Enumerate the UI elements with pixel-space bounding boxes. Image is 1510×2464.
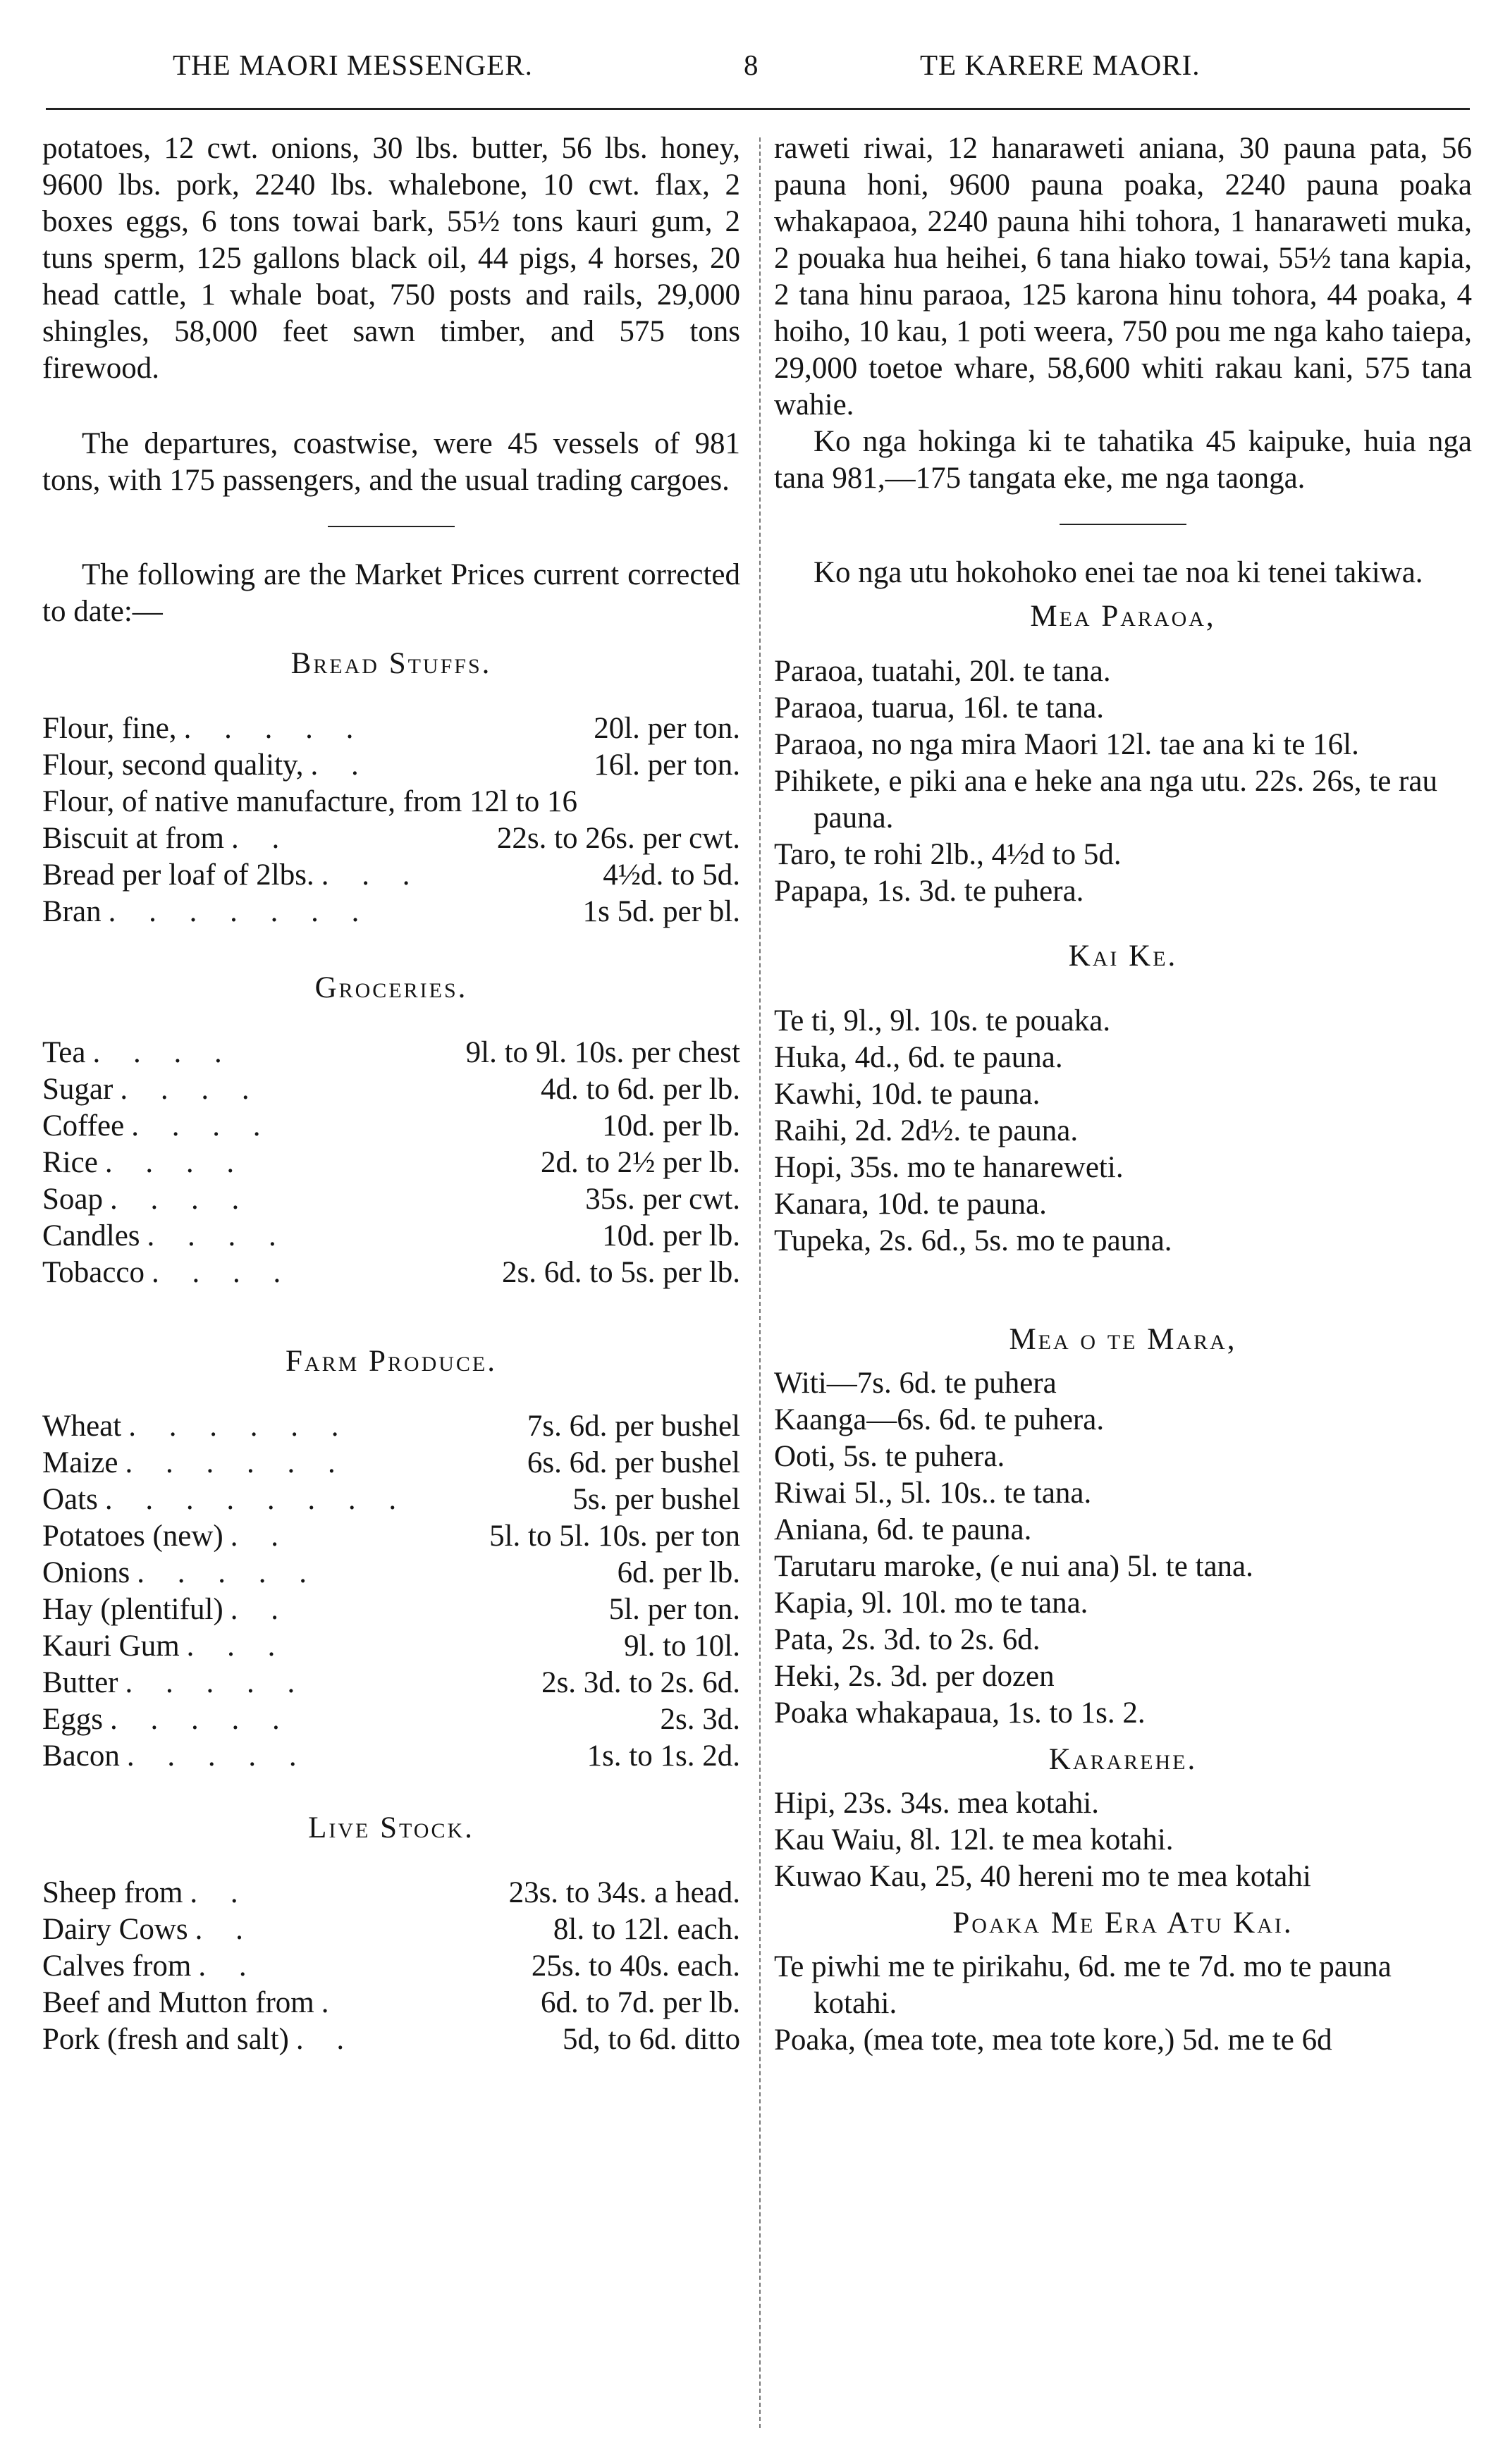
price-row (42, 1408, 740, 1445)
price-row (42, 820, 740, 857)
price-row (42, 1145, 740, 1181)
leader-dots: . . (198, 1949, 259, 1983)
leader-dots: . . . . . (125, 1666, 308, 1699)
price-item: Rice (42, 1146, 98, 1179)
page-header (42, 48, 1473, 90)
leader-dots: . . . . (110, 1183, 252, 1216)
leader-dots (577, 784, 740, 820)
price-item: Soap (42, 1183, 103, 1216)
price-value: 6s. 6d. per bushel (527, 1446, 740, 1479)
price-line: Witi—7s. 6d. te puhera (774, 1367, 1057, 1400)
price-row (42, 1108, 740, 1145)
leader-dots: . . . . . (110, 1703, 293, 1736)
header-rule (46, 108, 1470, 110)
livestock-price-list (42, 1875, 740, 2058)
price-value: 2d. to 2½ per lb. (540, 1146, 740, 1179)
section-title-bread-stuffs: Bread Stuffs. (290, 647, 492, 680)
leader-dots: . . (295, 2023, 357, 2056)
price-value: 16l. per ton. (594, 749, 740, 782)
price-item: Sheep from (42, 1876, 183, 1909)
price-item: Potatoes (new) (42, 1520, 223, 1553)
price-line: Pata, 2s. 3d. to 2s. 6d. (774, 1623, 1041, 1656)
market-intro-maori: Ko nga utu hokohoko enei tae noa ki tenei takiwa. (814, 556, 1423, 589)
price-value: 2s. 3d. to 2s. 6d. (541, 1666, 740, 1699)
price-item: Biscuit at from (42, 822, 224, 855)
price-item: Maize (42, 1446, 118, 1479)
header-maori-title: TE KARERE MAORI. (920, 49, 1201, 81)
price-item: Dairy Cows (42, 1913, 188, 1946)
price-line: Te ti, 9l., 9l. 10s. te pouaka. (774, 1004, 1111, 1037)
leader-dots: . . (230, 1520, 291, 1553)
price-item: Bran (42, 895, 102, 928)
price-value: 23s. to 34s. a head. (508, 1876, 740, 1909)
departures-paragraph-maori: Ko nga hokinga ki te tahatika 45 kaipuke, huia nga tana 981,—175 tangata eke, me nga taonga. (774, 425, 1472, 495)
price-row (42, 1482, 740, 1518)
column-divider (759, 137, 761, 2428)
leader-dots: . . . . (120, 1073, 262, 1106)
price-row (42, 710, 740, 747)
price-row (42, 1181, 740, 1218)
price-item: Onions (42, 1556, 130, 1589)
price-value: 35s. per cwt. (585, 1183, 740, 1216)
price-value: 2s. 6d. to 5s. per lb. (501, 1256, 740, 1289)
price-line: Aniana, 6d. te pauna. (774, 1513, 1032, 1546)
price-item: Eggs (42, 1703, 103, 1736)
section-title-mea-paraoa: Mea Paraoa, (1030, 600, 1216, 633)
departures-paragraph: The departures, coastwise, were 45 vessels of 981 tons, with 175 passengers, and the usual trading cargoes. (42, 427, 740, 497)
section-title-poaka: Poaka Me Era Atu Kai. (952, 1906, 1294, 1940)
price-item: Beef and Mutton from (42, 1986, 314, 2019)
price-line: Pihikete, e piki ana e heke ana nga utu. 22s. 26s, te rau pauna. (774, 765, 1437, 834)
section-title-groceries: Groceries. (314, 971, 468, 1004)
leader-dots: . . . . . . (128, 1410, 352, 1443)
farm-price-list (42, 1408, 740, 1775)
price-row (42, 1738, 740, 1775)
price-value: 2s. 3d. (660, 1703, 740, 1736)
price-line: Kawhi, 10d. te pauna. (774, 1078, 1041, 1111)
bread-price-list (42, 710, 740, 930)
price-item: Candles (42, 1219, 140, 1252)
leader-dots: . . (310, 749, 372, 782)
price-row (42, 1445, 740, 1482)
mea-o-te-mara-list (774, 1365, 1472, 1732)
spacer (42, 387, 740, 426)
price-row (42, 1071, 740, 1108)
english-column (42, 130, 740, 2058)
groceries-price-list (42, 1035, 740, 1291)
leader-dots: . . . . . . (125, 1446, 348, 1479)
price-item: Sugar (42, 1073, 113, 1106)
price-value: 5l. per ton. (608, 1593, 740, 1626)
price-value: 5d, to 6d. ditto (562, 2023, 740, 2056)
price-item: Pork (fresh and salt) (42, 2023, 289, 2056)
section-title-live-stock: Live Stock. (308, 1811, 474, 1844)
price-row (42, 1911, 740, 1948)
price-row (42, 1555, 740, 1591)
price-line: Poaka whakapaua, 1s. to 1s. 2. (774, 1696, 1146, 1730)
price-line: Paraoa, no nga mira Maori 12l. tae ana ki te 16l. (774, 728, 1359, 761)
price-row (42, 1701, 740, 1738)
leader-dots: . . . . . (126, 1739, 309, 1773)
leader-dots: . . . . . (137, 1556, 319, 1589)
price-item: Bacon (42, 1739, 120, 1773)
leader-dots: . . . . . . . . (104, 1483, 410, 1516)
price-item: Bread per loaf of 2lbs. (42, 858, 314, 892)
leader-dots: . . . (186, 1630, 288, 1663)
price-line: Huka, 4d., 6d. te pauna. (774, 1041, 1063, 1074)
price-line: Kanara, 10d. te pauna. (774, 1188, 1047, 1221)
price-item: Hay (plentiful) (42, 1593, 223, 1626)
price-line: Riwai 5l., 5l. 10s.. te tana. (774, 1477, 1092, 1510)
market-intro: The following are the Market Prices current corrected to date:— (42, 558, 740, 628)
price-item: Flour, second quality, (42, 749, 304, 782)
price-value: 5s. per bushel (572, 1483, 740, 1516)
price-line: Taro, te rohi 2lb., 4½d to 5d. (774, 838, 1122, 871)
price-row (42, 1218, 740, 1255)
price-value: 22s. to 26s. per cwt. (496, 822, 740, 855)
price-line: Tarutaru maroke, (e nui ana) 5l. te tana. (774, 1550, 1253, 1583)
price-row (42, 1948, 740, 1985)
price-item: Coffee (42, 1109, 125, 1142)
section-title-kararehe: Kararehe. (1048, 1743, 1198, 1776)
price-item: Flour, fine, (42, 712, 177, 745)
leader-dots: . . . . (152, 1256, 294, 1289)
leader-dots: . . (231, 822, 293, 855)
price-line: Hipi, 23s. 34s. mea kotahi. (774, 1787, 1100, 1820)
price-value: 8l. to 12l. each. (553, 1913, 740, 1946)
price-value: 4½d. to 5d. (603, 858, 740, 892)
section-title-kai-ke: Kai Ke. (1068, 940, 1178, 973)
price-row (42, 2021, 740, 2058)
price-value: 6d. to 7d. per lb. (540, 1986, 740, 2019)
leader-dots: . . (230, 1593, 291, 1626)
price-item: Flour, of native manufacture, from 12l to 16 (42, 785, 577, 818)
price-row (42, 894, 740, 930)
cargo-paragraph-maori: raweti riwai, 12 hanaraweti aniana, 30 pauna pata, 56 pauna honi, 9600 pauna poaka, 2240 pauna poaka whakapaoa, 2240 pauna hihi tohora, 1 hanaraweti muka, 2 pouaka hua heihei, 6 tana hiako towai, 55½ tana kapia, 2 tana hinu paraoa, 125 karona hinu tohora, 44 poaka, 4 hoiho, 10 kau, 1 poti weera, 750 pou me nga kaho taiepa, 29,000 toetoe whare, 58,600 whiti rakau kani, 575 tana wahie. (774, 132, 1472, 421)
price-line: Hopi, 35s. mo te hanareweti. (774, 1151, 1124, 1184)
price-value: 7s. 6d. per bushel (527, 1410, 740, 1443)
poaka-list (774, 1949, 1472, 2059)
price-row (42, 1518, 740, 1555)
price-value: 1s 5d. per bl. (582, 895, 740, 928)
price-line: Kapia, 9l. 10l. mo te tana. (774, 1587, 1088, 1620)
price-line: Kau Waiu, 8l. 12l. te mea kotahi. (774, 1823, 1174, 1856)
price-value: 9l. to 10l. (624, 1630, 740, 1663)
price-row (42, 747, 740, 784)
price-line: Ooti, 5s. te puhera. (774, 1440, 1005, 1473)
section-rule (1060, 524, 1186, 525)
price-line: Te piwhi me te pirikahu, 6d. me te 7d. mo te pauna kotahi. (774, 1950, 1392, 2020)
price-line: Kaanga—6s. 6d. te puhera. (774, 1403, 1105, 1436)
price-line: Heki, 2s. 3d. per dozen (774, 1660, 1055, 1693)
section-title-mea-o-te-mara: Mea o te Mara, (1009, 1323, 1237, 1356)
price-row (42, 1591, 740, 1628)
leader-dots: . . . . . . . (108, 895, 372, 928)
leader-dots: . . . . (104, 1146, 247, 1179)
leader-dots: . (321, 1986, 342, 2019)
price-row (42, 1035, 740, 1071)
price-line: Papapa, 1s. 3d. te puhera. (774, 875, 1084, 908)
price-line: Paraoa, tuatahi, 20l. te tana. (774, 655, 1111, 688)
price-row (42, 857, 740, 894)
leader-dots: . . (190, 1876, 251, 1909)
price-line: Poaka, (mea tote, mea tote kore,) 5d. me te 6d (774, 2023, 1332, 2057)
price-value: 25s. to 40s. each. (531, 1949, 740, 1983)
leader-dots: . . . (321, 858, 423, 892)
leader-dots: . . (195, 1913, 256, 1946)
price-line: Paraoa, tuarua, 16l. te tana. (774, 691, 1105, 725)
cargo-paragraph: potatoes, 12 cwt. onions, 30 lbs. butter, 56 lbs. honey, 9600 lbs. pork, 2240 lbs. whalebone, 10 cwt. flax, 2 boxes eggs, 6 tons towai bark, 55½ tons kauri gum, 2 tuns sperm, 125 gallons black oil, 44 pigs, 4 horses, 20 head cattle, 1 whale boat, 750 posts and rails, 29,000 shingles, 58,000 feet sawn timber, and 575 tons firewood. (42, 132, 740, 385)
page-number: 8 (744, 49, 759, 81)
price-value: 20l. per ton. (594, 712, 740, 745)
price-value: 10d. per lb. (602, 1109, 740, 1142)
price-item: Calves from (42, 1949, 192, 1983)
section-title-farm-produce: Farm Produce. (285, 1345, 498, 1378)
price-row (42, 1628, 740, 1665)
leader-dots: . . . . (131, 1109, 274, 1142)
leader-dots: . . . . . (183, 712, 367, 745)
price-value: 5l. to 5l. 10s. per ton (489, 1520, 740, 1553)
section-rule (328, 526, 455, 527)
price-item: Wheat (42, 1410, 122, 1443)
price-line: Tupeka, 2s. 6d., 5s. mo te pauna. (774, 1224, 1172, 1257)
kararehe-list (774, 1785, 1472, 1895)
price-item: Oats (42, 1483, 98, 1516)
price-value: 10d. per lb. (602, 1219, 740, 1252)
price-item: Kauri Gum (42, 1630, 180, 1663)
price-row (42, 784, 740, 820)
leader-dots: . . . . (147, 1219, 289, 1252)
price-value: 4d. to 6d. per lb. (540, 1073, 740, 1106)
price-row (42, 1255, 740, 1291)
leader-dots: . . . . (92, 1036, 235, 1069)
price-value: 1s. to 1s. 2d. (587, 1739, 740, 1773)
price-line: Raihi, 2d. 2d½. te pauna. (774, 1114, 1079, 1147)
price-value: 6d. per lb. (617, 1556, 740, 1589)
price-row (42, 1875, 740, 1911)
header-english-title: THE MAORI MESSENGER. (173, 49, 533, 81)
price-row (42, 1665, 740, 1701)
price-item: Tobacco (42, 1256, 145, 1289)
price-row (42, 1985, 740, 2021)
price-item: Tea (42, 1036, 86, 1069)
price-value: 9l. to 9l. 10s. per chest (465, 1036, 740, 1069)
price-line: Kuwao Kau, 25, 40 hereni mo te mea kotahi (774, 1860, 1311, 1893)
maori-column (774, 130, 1472, 2059)
mea-paraoa-list (774, 653, 1472, 910)
kai-ke-list (774, 1003, 1472, 1259)
price-item: Butter (42, 1666, 118, 1699)
